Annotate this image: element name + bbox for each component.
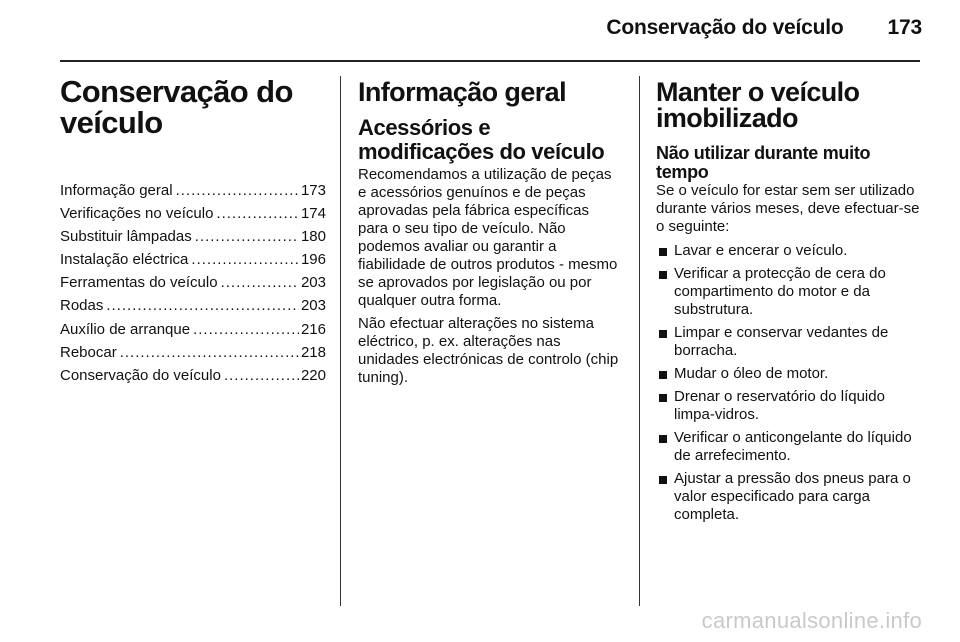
toc-entry-label: Informação geral: [60, 182, 173, 199]
toc-entry-label: Ferramentas do veículo: [60, 274, 218, 292]
toc-leader-dots: [176, 182, 299, 200]
column-general-info: [358, 74, 622, 392]
list-item: [656, 242, 920, 260]
section-title: Manter o veículo imobilizado: [656, 77, 860, 133]
toc-entry[interactable]: [60, 274, 326, 292]
square-bullet-icon: [659, 476, 667, 484]
square-bullet-icon: [659, 330, 667, 338]
list-item-text: Ajustar a pressão dos pneus para o valor especificado para carga completa.: [674, 470, 911, 523]
list-item: [656, 429, 920, 465]
list-item: [656, 388, 920, 424]
square-bullet-icon: [659, 435, 667, 443]
toc-entry-page: 203: [300, 297, 326, 315]
column-divider: [340, 76, 341, 606]
toc-entry[interactable]: [60, 205, 326, 223]
list-item-text: Lavar e encerar o veículo.: [674, 242, 848, 259]
body-paragraph: Recomendamos a utilização de peças e acessórios genuínos e de peças aprovadas pela fábrica específicas para o seu tipo de veículo. Não podemos avaliar ou garantir a fiabilidade de outros produtos - mesmo se aprovados por legislação ou por qualquer outra forma.: [358, 166, 618, 309]
toc-entry-label: Rodas: [60, 297, 104, 315]
toc-entry-page: 174: [300, 205, 326, 223]
toc-entry-page: 216: [300, 320, 326, 338]
toc-entry-page: 203: [300, 274, 326, 292]
toc-entry[interactable]: [60, 344, 326, 362]
square-bullet-icon: [659, 271, 667, 279]
bullet-list: [656, 242, 920, 524]
list-item-text: Mudar o óleo de motor.: [674, 365, 829, 382]
toc-entry-label: Rebocar: [60, 343, 117, 361]
toc-leader-dots: [120, 344, 299, 362]
chapter-title: Conservação do veículo: [60, 74, 293, 140]
toc-entry-page: 218: [300, 343, 326, 361]
toc-entry-page: 196: [300, 251, 326, 269]
toc-entry-label: Verificações no veículo: [60, 205, 214, 223]
list-item: [656, 265, 920, 319]
toc-entry-page: 173: [300, 182, 326, 199]
column-storage: [656, 74, 920, 529]
page-number: 173: [887, 16, 922, 39]
toc-entry[interactable]: [60, 297, 326, 315]
toc-leader-dots: [191, 251, 299, 269]
toc-entry-label: Instalação eléctrica: [60, 251, 189, 269]
list-item: [656, 470, 920, 524]
toc-entry-label: Substituir lâmpadas: [60, 228, 192, 246]
toc-leader-dots: [106, 297, 299, 315]
toc-leader-dots: [216, 205, 299, 223]
list-item: [656, 324, 920, 360]
toc-entry[interactable]: [60, 228, 326, 246]
watermark: carmanualsonline.info: [701, 608, 922, 633]
section-title: Informação geral: [358, 77, 566, 107]
toc-entry[interactable]: [60, 367, 326, 385]
header-rule: [60, 60, 920, 62]
toc-entry[interactable]: [60, 182, 326, 200]
square-bullet-icon: [659, 394, 667, 402]
square-bullet-icon: [659, 248, 667, 256]
table-of-contents: [60, 182, 326, 385]
toc-entry[interactable]: [60, 321, 326, 339]
intro-paragraph: Se o veículo for estar sem ser utilizado durante vários meses, deve efectuar-se o seguinte:: [656, 182, 920, 235]
toc-leader-dots: [221, 274, 299, 292]
square-bullet-icon: [659, 371, 667, 379]
list-item-text: Drenar o reservatório do líquido limpa-vidros.: [674, 388, 885, 423]
running-title: Conservação do veículo: [606, 16, 844, 39]
list-item-text: Verificar a protecção de cera do compartimento do motor e da substrutura.: [674, 265, 886, 318]
column-divider: [639, 76, 640, 606]
list-item: [656, 365, 920, 383]
toc-entry[interactable]: [60, 251, 326, 269]
toc-leader-dots: [193, 321, 299, 339]
list-item-text: Limpar e conservar vedantes de borracha.: [674, 324, 889, 359]
subsection-title: Não utilizar durante muito tempo: [656, 143, 871, 182]
toc-entry-label: Conservação do veículo: [60, 366, 221, 384]
subsection-title: Acessórios e modificações do veículo: [358, 115, 605, 164]
toc-leader-dots: [195, 228, 299, 246]
toc-leader-dots: [224, 367, 299, 385]
body-paragraph: Não efectuar alterações no sistema eléctrico, p. ex. alterações nas unidades electrónicas de controlo (chip tuning).: [358, 315, 619, 386]
list-item-text: Verificar o anticongelante do líquido de arrefecimento.: [674, 429, 912, 464]
toc-entry-label: Auxílio de arranque: [60, 320, 191, 338]
column-toc: [60, 74, 326, 390]
running-header: [606, 16, 922, 40]
toc-entry-page: 220: [300, 366, 326, 384]
toc-entry-page: 180: [300, 228, 326, 246]
